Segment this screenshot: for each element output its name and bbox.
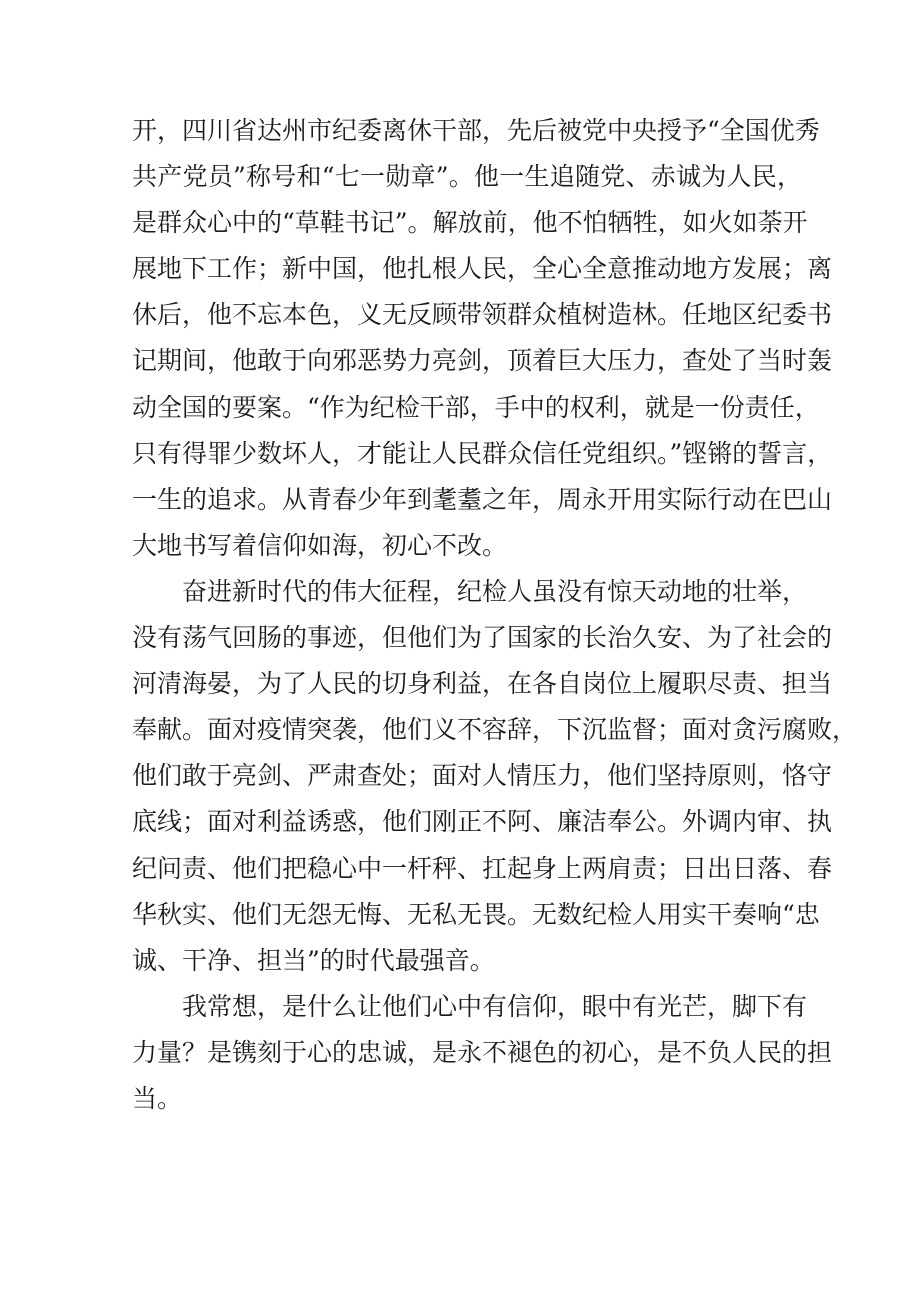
text-line: 没有荡气回肠的事迹，但他们为了国家的长治久安、为了社会的 <box>132 623 833 653</box>
text-line: 共产党员”称号和“七一勋章”。他一生追随党、赤诚为人民， <box>132 162 802 192</box>
text-line: 他们敢于亮剑、严肃查处；面对人情压力，他们坚持原则，恪守 <box>132 761 833 791</box>
text-line: 河清海晏，为了人民的切身利益，在各自岗位上履职尽责、担当 <box>132 669 833 699</box>
text-line: 只有得罪少数坏人，才能让人民群众信任党组织。”铿锵的誓言， <box>132 438 833 468</box>
text-line: 诚、干净、担当”的时代最强音。 <box>132 945 495 975</box>
text-line: 是群众心中的“草鞋书记”。解放前，他不怕牺牲，如火如荼开 <box>132 208 808 238</box>
text-line: 纪问责、他们把稳心中一杆秤、扛起身上两肩责；日出日落、春 <box>132 853 833 883</box>
text-line: 我常想，是什么让他们心中有信仰，眼中有光芒，脚下有 <box>182 991 808 1021</box>
text-line: 休后，他不忘本色，义无反顾带领群众植树造林。任地区纪委书 <box>132 300 833 330</box>
text-line: 记期间，他敢于向邪恶势力亮剑，顶着巨大压力，查处了当时轰 <box>132 346 833 376</box>
paragraph-3 <box>132 984 833 1122</box>
paragraph-1 <box>132 108 833 569</box>
text-line: 奉献。面对疫情突袭，他们义不容辞，下沉监督；面对贪污腐败， <box>132 715 858 745</box>
text-line: 动全国的要案。“作为纪检干部，手中的权利，就是一份责任， <box>132 392 820 422</box>
text-line: 底线；面对利益诱惑，他们刚正不阿、廉洁奉公。外调内审、执 <box>132 807 833 837</box>
body-text <box>132 108 858 1122</box>
text-line: 开，四川省达州市纪委离休干部，先后被党中央授予“全国优秀 <box>132 116 820 145</box>
text-line: 华秋实、他们无怨无悔、无私无畏。无数纪检人用实干奏响“忠 <box>132 899 820 929</box>
text-line: 当。 <box>132 1083 183 1113</box>
paragraph-2 <box>132 569 858 984</box>
text-line: 奋进新时代的伟大征程，纪检人虽没有惊天动地的壮举， <box>182 576 808 606</box>
text-line: 展地下工作；新中国，他扎根人民，全心全意推动地方发展；离 <box>132 254 833 284</box>
text-line: 一生的追求。从青春少年到耄耋之年，周永开用实际行动在巴山 <box>132 484 833 514</box>
text-line: 力量？是镌刻于心的忠诚，是永不褪色的初心，是不负人民的担 <box>132 1037 833 1067</box>
text-line: 大地书写着信仰如海，初心不改。 <box>132 530 508 560</box>
